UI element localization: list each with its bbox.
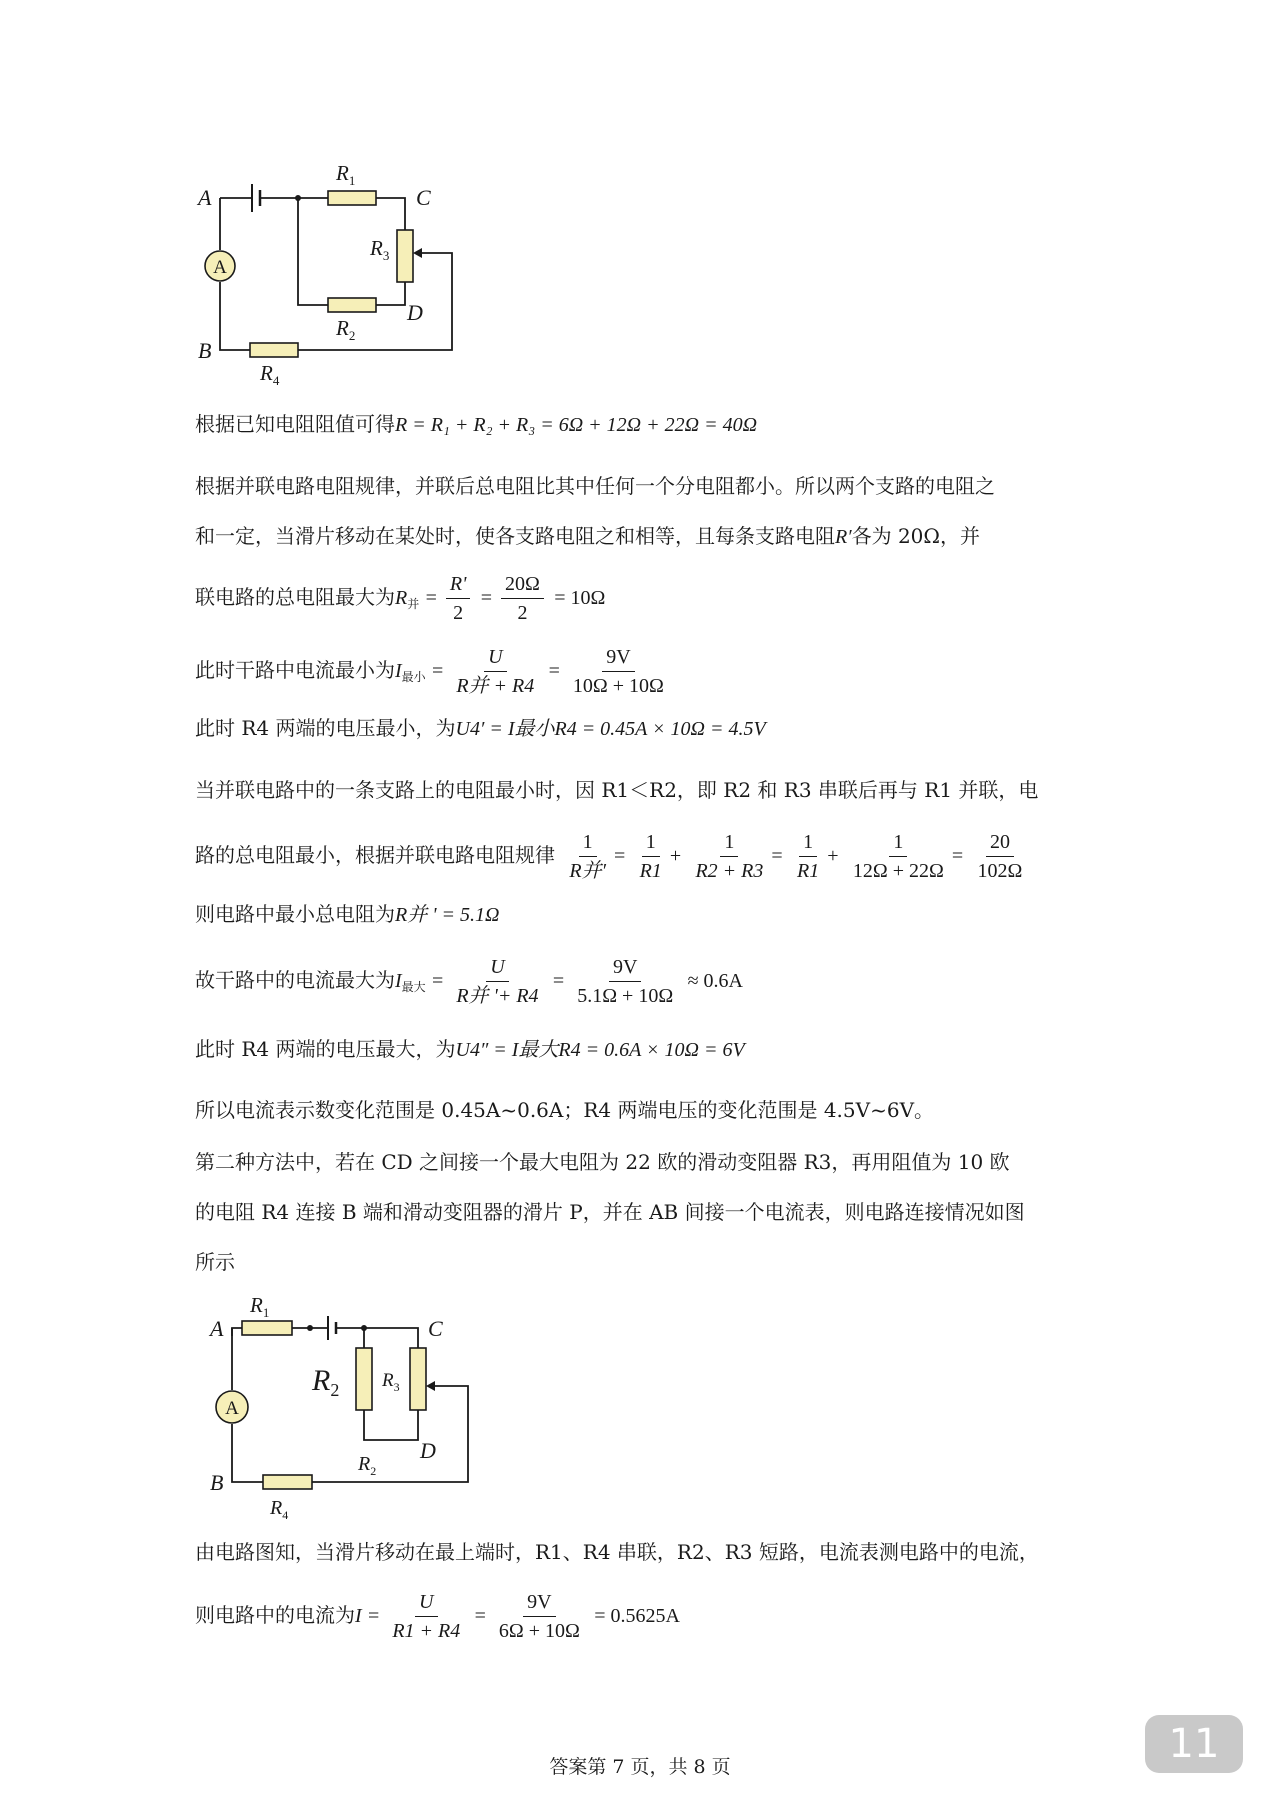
svg-text:D: D xyxy=(407,300,423,325)
svg-text:C: C xyxy=(416,185,431,210)
text-line-13: 第二种方法中，若在 CD 之间接一个最大电阻为 22 欧的滑动变阻器 R3，再用阻值为 10 欧 xyxy=(195,1150,1010,1174)
svg-text:C: C xyxy=(428,1316,443,1341)
text-line-7: 当并联电路中的一条支路上的电阻最小时，因 R1＜R2，即 R2 和 R3 串联后再与 R1 并联，电 xyxy=(195,778,1039,802)
text-line-15: 所示 xyxy=(195,1250,235,1274)
text-line-4: 联电路的总电阻最大为$R_并$ = $\frac{R'}{2}$ = $\frac{20\Omega}{2}$ = 10Ω xyxy=(195,573,606,624)
text-line-9: 则电路中最小总电阻为R并 ' = 5.1Ω xyxy=(195,902,500,926)
resistor-r2 xyxy=(328,298,376,312)
svg-text:R2: $R_2$ xyxy=(358,1453,377,1478)
text-line-16: 由电路图知，当滑片移动在最上端时，R1、R4 串联，R2、R3 短路，电流表测电路中的电流， xyxy=(195,1540,1039,1564)
text-line-10: 故干路中的电流最大为$I_{最大}$ = $\frac{U}{\text{R并 '+ R4}}$ = $\frac{9V}{5.1\Omega + 10\Omega}$ ≈ 0.6A xyxy=(195,956,743,1007)
svg-text:R2: $R_2$ xyxy=(312,1364,340,1400)
svg-text:B: B xyxy=(210,1470,224,1495)
text-line-1: 根据已知电阻阻值可得R = R₁ + R₂ + R₃ = 6Ω + 12Ω + 22Ω = 40Ω xyxy=(195,412,758,436)
text-line-12: 所以电流表示数变化范围是 0.45A~0.6A；R4 两端电压的变化范围是 4.5V~6V。 xyxy=(195,1098,935,1122)
resistor-r4 xyxy=(263,1475,312,1489)
svg-text:R3: $R_3$ xyxy=(382,1370,400,1394)
svg-text:A: A xyxy=(198,185,212,210)
svg-text:R4: $R_4$ xyxy=(260,361,280,388)
svg-text:A: A xyxy=(213,257,227,278)
svg-text:R1: $R_1$ xyxy=(250,1293,270,1320)
svg-text:R1: $R_1$ xyxy=(336,161,356,188)
resistor-r3 xyxy=(410,1348,426,1410)
svg-text:R2: $R_2$ xyxy=(336,316,356,343)
text-line-8: 路的总电阻最小，根据并联电路电阻规律 $\frac{1}{\text{R并′}}$ = $\frac{1}{R1}$ + $\frac{1}{R2 + R3}$ = $\frac{1}{R1}$ + $\frac{1}{12\Omega + 22\Omega}$ = $\frac{20}{102\Omega}$ xyxy=(195,831,1023,882)
page-number-badge[interactable]: 11 xyxy=(1145,1715,1243,1773)
text-line-2: 根据并联电路电阻规律，并联后总电阻比其中任何一个分电阻都小。所以两个支路的电阻之 xyxy=(195,474,995,498)
resistor-r1 xyxy=(328,191,376,205)
svg-text:A: A xyxy=(210,1316,224,1341)
resistor-r3 xyxy=(397,230,413,282)
svg-text:R4: $R_4$ xyxy=(270,1497,289,1522)
svg-text:R3: $R_3$ xyxy=(370,236,390,263)
svg-text:D: D xyxy=(420,1438,436,1463)
resistor-r4 xyxy=(250,343,298,357)
circuit-diagram-2 xyxy=(200,1290,500,1530)
text-line-11: 此时 R4 两端的电压最大，为U4″ = I最大R4 = 0.6A × 10Ω = 6V xyxy=(195,1037,745,1061)
svg-text:A: A xyxy=(225,1398,239,1419)
circuit-diagram-1 xyxy=(190,150,480,395)
resistor-r1 xyxy=(242,1321,292,1335)
text-line-17: 则电路中的电流为I = $\frac{U}{R1 + R4}$ = $\frac{9V}{6\Omega + 10\Omega}$ = 0.5625A xyxy=(195,1591,680,1642)
text-line-6: 此时 R4 两端的电压最小，为U4′ = I最小R4 = 0.45A × 10Ω = 4.5V xyxy=(195,716,766,740)
page-footer: 答案第 7 页，共 8 页 xyxy=(549,1756,731,1778)
text-line-5: 此时干路中电流最小为$I_{最小}$ = $\frac{U}{\text{R并 + R4}}$ = $\frac{9V}{10\Omega + 10\Omega}$ xyxy=(195,646,664,697)
text-line-3: 和一定，当滑片移动在某处时，使各支路电阻之和相等，且每条支路电阻R′各为 20Ω，并 xyxy=(195,524,980,548)
resistor-r2 xyxy=(356,1348,372,1410)
svg-text:B: B xyxy=(198,338,212,363)
text-line-14: 的电阻 R4 连接 B 端和滑动变阻器的滑片 P，并在 AB 间接一个电流表，则电路连接情况如图 xyxy=(195,1200,1025,1224)
